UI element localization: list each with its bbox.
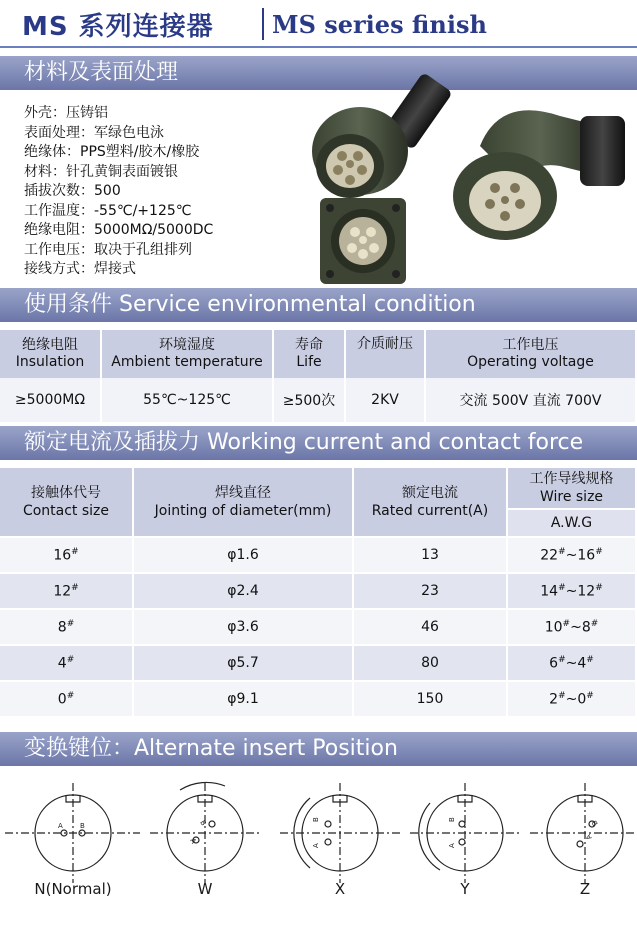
contact-size <box>0 645 133 681</box>
awg-header: A.W.G <box>507 509 636 537</box>
key-diagram-y <box>410 783 520 883</box>
wire-b: 16 <box>577 547 596 564</box>
table-row <box>0 573 636 609</box>
size-value: 4 <box>57 655 67 672</box>
rated-current: 80 <box>353 645 507 681</box>
service-header-cell <box>273 330 345 378</box>
rated-current: 23 <box>353 573 507 609</box>
current-header-row <box>0 468 636 509</box>
section-current-label: 额定电流及插拔力 Working current and contact force <box>24 430 584 455</box>
service-value: ≥5000MΩ <box>0 378 101 422</box>
contact-size <box>0 537 133 573</box>
header-en: Operating voltage <box>467 354 594 370</box>
wire-a: 10 <box>544 619 563 636</box>
header-en: Ambient temperature <box>111 354 263 370</box>
material-item: 绝缘电阻：5000MΩ/5000DC <box>24 222 214 238</box>
key-diagram-w <box>150 782 260 883</box>
header-rule <box>0 46 637 48</box>
wire-b: 12 <box>577 583 596 600</box>
diameter: φ2.4 <box>133 573 353 609</box>
current-header-cell <box>507 468 636 509</box>
wire-a: 14 <box>540 583 559 600</box>
contact-size <box>0 609 133 645</box>
key-diagram-x <box>280 783 400 883</box>
key-diagram-z <box>530 783 637 883</box>
table-row <box>0 681 636 717</box>
key-label-z: Z <box>579 880 591 898</box>
wire-b: 4 <box>577 655 587 672</box>
header-cn: 额定电流 <box>402 485 458 501</box>
service-value: ≥500次 <box>273 378 345 422</box>
service-value-row <box>0 378 636 422</box>
header-cn: 焊线直径 <box>215 485 271 501</box>
key-label-n: N(Normal) <box>34 880 112 898</box>
material-item: 材料：针孔黄铜表面镀银 <box>24 163 178 180</box>
section-material-label: 材料及表面处理 <box>24 60 179 85</box>
table-row <box>0 537 636 573</box>
header-cn: 寿命 <box>295 337 323 353</box>
wire-size: 6#~4# <box>507 645 636 681</box>
rated-current: 13 <box>353 537 507 573</box>
header-en: Jointing of diameter(mm) <box>154 503 332 519</box>
svg-text:A: A <box>448 843 456 848</box>
diameter: φ1.6 <box>133 537 353 573</box>
service-header-cell <box>425 330 636 378</box>
table-row <box>0 645 636 681</box>
hash-mark: # <box>66 618 75 629</box>
title-en: MS series finish <box>272 10 487 39</box>
service-value: 交流 500V 直流 700V <box>425 378 636 422</box>
key-label-w: W <box>197 880 213 898</box>
material-item: 表面处理：军绿色电泳 <box>24 124 164 141</box>
current-header-cell <box>133 468 353 537</box>
service-value: 55℃~125℃ <box>101 378 273 422</box>
material-item: 接线方式：焊接式 <box>24 261 136 277</box>
current-table <box>0 468 637 718</box>
wire-a: 6 <box>549 655 559 672</box>
service-table <box>0 330 637 422</box>
wire-size: 14#~12# <box>507 573 636 609</box>
header-cn: 介质耐压 <box>357 336 413 352</box>
contact-size <box>0 573 133 609</box>
svg-text:B: B <box>448 817 456 822</box>
service-header-cell <box>101 330 273 378</box>
straight-connector-shape <box>312 72 453 198</box>
section-alternate <box>0 732 637 766</box>
svg-text:B: B <box>312 817 320 822</box>
header-en: Contact size <box>22 503 110 519</box>
wire-a: 2 <box>549 691 559 708</box>
svg-text:A: A <box>188 837 198 846</box>
hash-mark: # <box>71 582 79 593</box>
pin-label-b: B <box>80 822 85 830</box>
current-header-cell <box>0 468 133 537</box>
key-label-x: X <box>334 880 346 898</box>
angled-connector-shape <box>453 110 625 240</box>
key-diagram-n <box>5 783 140 883</box>
current-header-cell <box>353 468 507 537</box>
hash-mark: # <box>66 654 75 665</box>
service-header-cell <box>0 330 101 378</box>
rated-current: 46 <box>353 609 507 645</box>
rated-current: 150 <box>353 681 507 717</box>
title-cn: MS 系列连接器 <box>22 12 214 42</box>
service-value: 2KV <box>345 378 425 422</box>
wire-size: 10#~8# <box>507 609 636 645</box>
title-separator <box>262 8 264 40</box>
diameter: φ5.7 <box>133 645 353 681</box>
material-list <box>24 104 213 280</box>
contact-size <box>0 681 133 717</box>
header-cn: 绝缘电阻 <box>22 337 78 353</box>
pin-label-a: A <box>58 822 63 830</box>
size-value: 12 <box>53 583 72 600</box>
header-cn: 工作导线规格 <box>529 471 614 487</box>
wire-b: 0 <box>577 691 587 708</box>
svg-text:A: A <box>312 843 320 848</box>
service-header-row <box>0 330 636 378</box>
wire-a: 22 <box>540 547 559 564</box>
wire-b: 8 <box>581 619 591 636</box>
table-row <box>0 609 636 645</box>
size-value: 0 <box>57 691 67 708</box>
material-item: 外壳：压铸铝 <box>24 105 108 121</box>
section-service <box>0 288 637 322</box>
material-item: 绝缘体：PPS塑料/胶木/橡胶 <box>24 144 200 160</box>
header-en: Rated current(A) <box>371 503 489 519</box>
section-service-label: 使用条件 Service environmental condition <box>24 292 476 317</box>
header-en: Wire size <box>539 489 604 505</box>
material-item: 工作温度：-55℃/+125℃ <box>24 202 192 219</box>
size-value: 16 <box>53 547 72 564</box>
svg-text:B: B <box>590 818 600 827</box>
diameter: φ9.1 <box>133 681 353 717</box>
material-item: 工作电压：取决于孔组排列 <box>24 241 192 258</box>
material-item: 插拔次数：500 <box>24 183 121 199</box>
wire-size: 22#~16# <box>507 537 636 573</box>
svg-text:A: A <box>584 832 594 841</box>
page-header <box>0 0 637 48</box>
svg-text:B: B <box>198 819 208 828</box>
wire-size: 2#~0# <box>507 681 636 717</box>
key-label-y: Y <box>460 880 470 898</box>
service-header-cell <box>345 330 425 378</box>
section-current <box>0 426 637 460</box>
flange-receptacle-shape <box>320 198 406 284</box>
header-cn: 环境湿度 <box>159 337 215 353</box>
header-en: Insulation <box>15 354 85 370</box>
connector-photo <box>300 56 630 296</box>
hash-mark: # <box>66 690 75 701</box>
hash-mark: # <box>71 546 79 557</box>
header-en: Life <box>296 354 322 370</box>
section-alternate-label: 变换键位：Alternate insert Position <box>24 736 398 761</box>
size-value: 8 <box>57 619 67 636</box>
header-cn: 工作电压 <box>502 337 559 353</box>
header-cn: 接触体代号 <box>31 485 101 501</box>
key-position-diagrams <box>0 778 637 928</box>
diameter: φ3.6 <box>133 609 353 645</box>
